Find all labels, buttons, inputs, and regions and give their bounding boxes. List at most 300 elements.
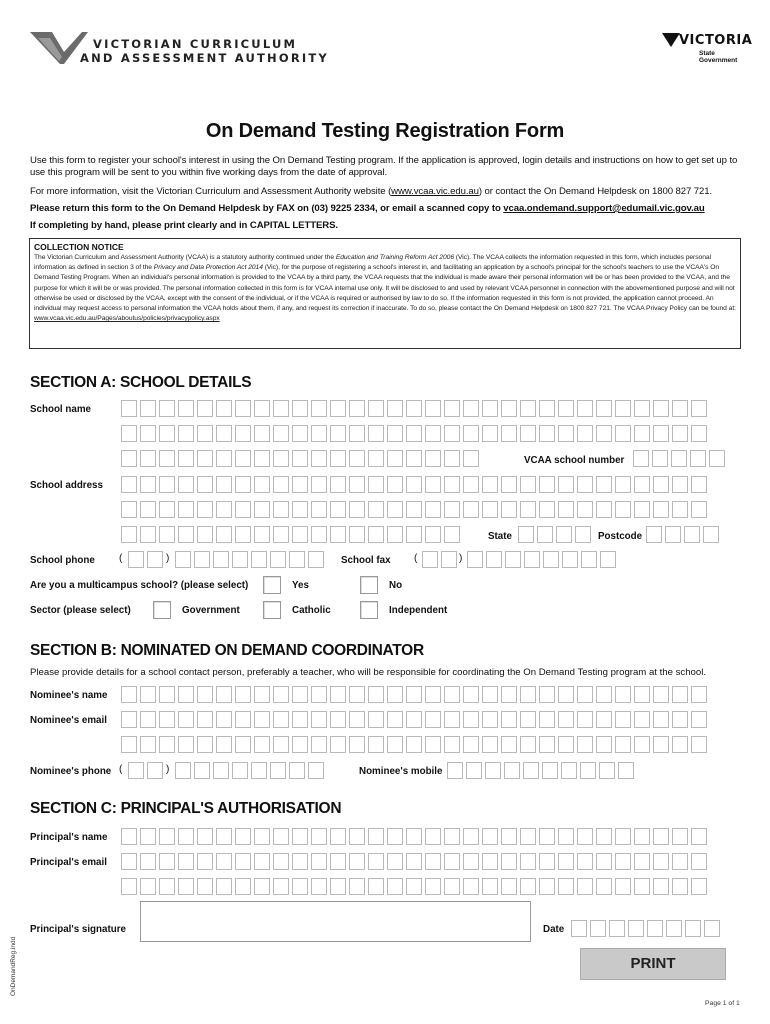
char-box[interactable] [349, 450, 365, 467]
char-box[interactable] [539, 400, 555, 417]
char-box[interactable] [463, 736, 479, 753]
char-box[interactable] [235, 711, 251, 728]
char-box[interactable] [634, 853, 650, 870]
char-box[interactable] [368, 736, 384, 753]
char-box[interactable] [444, 425, 460, 442]
char-box[interactable] [482, 878, 498, 895]
char-box[interactable] [558, 736, 574, 753]
char-box[interactable] [235, 736, 251, 753]
char-box[interactable] [485, 762, 501, 779]
char-box[interactable] [482, 425, 498, 442]
char-box[interactable] [577, 501, 593, 518]
char-box[interactable] [577, 853, 593, 870]
char-box[interactable] [444, 400, 460, 417]
char-box[interactable] [147, 551, 163, 568]
char-box[interactable] [273, 878, 289, 895]
char-box[interactable] [422, 551, 438, 568]
char-box[interactable] [159, 828, 175, 845]
char-box[interactable] [672, 400, 688, 417]
char-box[interactable] [368, 853, 384, 870]
char-box[interactable] [524, 551, 540, 568]
char-box[interactable] [596, 686, 612, 703]
char-box[interactable] [178, 450, 194, 467]
char-box[interactable] [197, 450, 213, 467]
char-box[interactable] [539, 686, 555, 703]
char-box[interactable] [140, 425, 156, 442]
char-box[interactable] [615, 736, 631, 753]
char-box[interactable] [197, 476, 213, 493]
char-box[interactable] [590, 920, 606, 937]
char-box[interactable] [466, 762, 482, 779]
char-box[interactable] [463, 450, 479, 467]
char-box[interactable] [387, 501, 403, 518]
char-box[interactable] [178, 476, 194, 493]
char-box[interactable] [653, 686, 669, 703]
char-box[interactable] [463, 853, 479, 870]
char-box[interactable] [577, 686, 593, 703]
char-box[interactable] [368, 828, 384, 845]
char-box[interactable] [539, 425, 555, 442]
char-box[interactable] [505, 551, 521, 568]
char-box[interactable] [273, 450, 289, 467]
char-box[interactable] [254, 526, 270, 543]
char-box[interactable] [653, 736, 669, 753]
char-box[interactable] [289, 762, 305, 779]
char-box[interactable] [273, 736, 289, 753]
char-box[interactable] [543, 551, 559, 568]
char-box[interactable] [311, 878, 327, 895]
char-box[interactable] [425, 501, 441, 518]
char-box[interactable] [235, 425, 251, 442]
char-box[interactable] [482, 501, 498, 518]
char-box[interactable] [672, 686, 688, 703]
char-box[interactable] [520, 400, 536, 417]
char-box[interactable] [368, 450, 384, 467]
char-box[interactable] [387, 476, 403, 493]
char-box[interactable] [349, 476, 365, 493]
char-box[interactable] [140, 878, 156, 895]
char-box[interactable] [425, 476, 441, 493]
char-box[interactable] [703, 526, 719, 543]
char-box[interactable] [232, 551, 248, 568]
char-box[interactable] [444, 736, 460, 753]
school-fax-number-row[interactable] [467, 551, 616, 568]
char-box[interactable] [425, 526, 441, 543]
char-box[interactable] [577, 425, 593, 442]
char-box[interactable] [634, 476, 650, 493]
char-box[interactable] [501, 853, 517, 870]
char-box[interactable] [504, 762, 520, 779]
char-box[interactable] [254, 400, 270, 417]
char-box[interactable] [140, 686, 156, 703]
char-box[interactable] [444, 711, 460, 728]
char-box[interactable] [140, 828, 156, 845]
char-box[interactable] [634, 686, 650, 703]
char-box[interactable] [273, 686, 289, 703]
char-box[interactable] [254, 476, 270, 493]
char-box[interactable] [523, 762, 539, 779]
char-box[interactable] [308, 762, 324, 779]
char-box[interactable] [444, 476, 460, 493]
char-box[interactable] [128, 551, 144, 568]
char-box[interactable] [577, 711, 593, 728]
char-box[interactable] [558, 878, 574, 895]
char-box[interactable] [558, 828, 574, 845]
char-box[interactable] [178, 853, 194, 870]
char-box[interactable] [194, 762, 210, 779]
char-box[interactable] [542, 762, 558, 779]
char-box[interactable] [159, 450, 175, 467]
char-box[interactable] [425, 878, 441, 895]
char-box[interactable] [368, 476, 384, 493]
nominee-phone-number-row[interactable] [175, 762, 324, 779]
char-box[interactable] [425, 853, 441, 870]
char-box[interactable] [577, 878, 593, 895]
char-box[interactable] [501, 425, 517, 442]
char-box[interactable] [292, 476, 308, 493]
char-box[interactable] [330, 476, 346, 493]
char-box[interactable] [140, 400, 156, 417]
char-box[interactable] [175, 551, 191, 568]
char-box[interactable] [197, 686, 213, 703]
char-box[interactable] [330, 501, 346, 518]
char-box[interactable] [520, 736, 536, 753]
char-box[interactable] [311, 526, 327, 543]
char-box[interactable] [406, 736, 422, 753]
char-box[interactable] [235, 828, 251, 845]
char-box[interactable] [121, 736, 137, 753]
char-box[interactable] [235, 501, 251, 518]
char-box[interactable] [292, 878, 308, 895]
char-box[interactable] [539, 853, 555, 870]
char-box[interactable] [121, 526, 137, 543]
char-box[interactable] [387, 878, 403, 895]
char-box[interactable] [178, 501, 194, 518]
char-box[interactable] [197, 878, 213, 895]
char-box[interactable] [520, 711, 536, 728]
char-box[interactable] [690, 450, 706, 467]
char-box[interactable] [270, 762, 286, 779]
char-box[interactable] [311, 711, 327, 728]
char-box[interactable] [444, 686, 460, 703]
char-box[interactable] [216, 711, 232, 728]
char-box[interactable] [691, 476, 707, 493]
char-box[interactable] [665, 526, 681, 543]
char-box[interactable] [387, 450, 403, 467]
char-box[interactable] [704, 920, 720, 937]
char-box[interactable] [520, 853, 536, 870]
char-box[interactable] [501, 476, 517, 493]
school-name-row-3[interactable] [121, 450, 479, 467]
char-box[interactable] [615, 878, 631, 895]
char-box[interactable] [140, 476, 156, 493]
char-box[interactable] [558, 853, 574, 870]
char-box[interactable] [349, 425, 365, 442]
char-box[interactable] [159, 476, 175, 493]
char-box[interactable] [447, 762, 463, 779]
char-box[interactable] [140, 526, 156, 543]
char-box[interactable] [672, 853, 688, 870]
char-box[interactable] [273, 476, 289, 493]
char-box[interactable] [501, 878, 517, 895]
char-box[interactable] [387, 425, 403, 442]
char-box[interactable] [254, 711, 270, 728]
char-box[interactable] [311, 501, 327, 518]
char-box[interactable] [482, 400, 498, 417]
char-box[interactable] [539, 711, 555, 728]
char-box[interactable] [501, 736, 517, 753]
char-box[interactable] [463, 425, 479, 442]
char-box[interactable] [311, 400, 327, 417]
char-box[interactable] [520, 878, 536, 895]
char-box[interactable] [501, 711, 517, 728]
char-box[interactable] [425, 400, 441, 417]
print-button[interactable]: PRINT [580, 948, 726, 980]
char-box[interactable] [406, 526, 422, 543]
char-box[interactable] [128, 762, 144, 779]
char-box[interactable] [254, 686, 270, 703]
nominee-email-row-2[interactable] [121, 736, 707, 753]
char-box[interactable] [596, 878, 612, 895]
char-box[interactable] [121, 400, 137, 417]
char-box[interactable] [292, 828, 308, 845]
char-box[interactable] [406, 476, 422, 493]
support-email-link[interactable]: vcaa.ondemand.support@edumail.vic.gov.au [503, 203, 705, 214]
char-box[interactable] [539, 828, 555, 845]
char-box[interactable] [235, 686, 251, 703]
char-box[interactable] [482, 736, 498, 753]
char-box[interactable] [520, 476, 536, 493]
char-box[interactable] [425, 450, 441, 467]
char-box[interactable] [330, 711, 346, 728]
char-box[interactable] [387, 828, 403, 845]
char-box[interactable] [178, 686, 194, 703]
char-box[interactable] [634, 736, 650, 753]
char-box[interactable] [596, 828, 612, 845]
char-box[interactable] [349, 526, 365, 543]
char-box[interactable] [561, 762, 577, 779]
char-box[interactable] [463, 400, 479, 417]
char-box[interactable] [425, 828, 441, 845]
char-box[interactable] [685, 920, 701, 937]
postcode-row[interactable] [646, 526, 719, 543]
char-box[interactable] [691, 711, 707, 728]
char-box[interactable] [634, 425, 650, 442]
char-box[interactable] [691, 425, 707, 442]
char-box[interactable] [482, 853, 498, 870]
principal-name-row[interactable] [121, 828, 707, 845]
char-box[interactable] [463, 828, 479, 845]
char-box[interactable] [159, 878, 175, 895]
vcaa-website-link[interactable]: www.vcaa.vic.edu.au [391, 186, 479, 197]
char-box[interactable] [213, 551, 229, 568]
char-box[interactable] [254, 425, 270, 442]
char-box[interactable] [292, 711, 308, 728]
char-box[interactable] [387, 526, 403, 543]
char-box[interactable] [121, 476, 137, 493]
char-box[interactable] [330, 686, 346, 703]
char-box[interactable] [653, 501, 669, 518]
char-box[interactable] [501, 828, 517, 845]
char-box[interactable] [159, 853, 175, 870]
char-box[interactable] [235, 400, 251, 417]
char-box[interactable] [615, 400, 631, 417]
char-box[interactable] [709, 450, 725, 467]
char-box[interactable] [178, 736, 194, 753]
char-box[interactable] [216, 686, 232, 703]
char-box[interactable] [368, 400, 384, 417]
char-box[interactable] [441, 551, 457, 568]
char-box[interactable] [368, 501, 384, 518]
char-box[interactable] [518, 526, 534, 543]
char-box[interactable] [672, 878, 688, 895]
char-box[interactable] [147, 762, 163, 779]
char-box[interactable] [596, 476, 612, 493]
char-box[interactable] [178, 400, 194, 417]
char-box[interactable] [520, 425, 536, 442]
char-box[interactable] [140, 853, 156, 870]
char-box[interactable] [330, 425, 346, 442]
char-box[interactable] [349, 736, 365, 753]
char-box[interactable] [197, 828, 213, 845]
char-box[interactable] [311, 853, 327, 870]
char-box[interactable] [273, 501, 289, 518]
char-box[interactable] [330, 450, 346, 467]
char-box[interactable] [292, 400, 308, 417]
char-box[interactable] [691, 878, 707, 895]
char-box[interactable] [425, 736, 441, 753]
char-box[interactable] [330, 828, 346, 845]
char-box[interactable] [653, 878, 669, 895]
char-box[interactable] [216, 853, 232, 870]
char-box[interactable] [121, 711, 137, 728]
char-box[interactable] [349, 878, 365, 895]
char-box[interactable] [609, 920, 625, 937]
char-box[interactable] [577, 736, 593, 753]
char-box[interactable] [235, 878, 251, 895]
char-box[interactable] [216, 501, 232, 518]
char-box[interactable] [691, 400, 707, 417]
char-box[interactable] [197, 501, 213, 518]
char-box[interactable] [653, 476, 669, 493]
char-box[interactable] [646, 526, 662, 543]
char-box[interactable] [121, 450, 137, 467]
char-box[interactable] [292, 853, 308, 870]
char-box[interactable] [672, 501, 688, 518]
char-box[interactable] [368, 526, 384, 543]
char-box[interactable] [273, 425, 289, 442]
char-box[interactable] [235, 526, 251, 543]
char-box[interactable] [580, 762, 596, 779]
char-box[interactable] [691, 501, 707, 518]
char-box[interactable] [571, 920, 587, 937]
char-box[interactable] [254, 828, 270, 845]
char-box[interactable] [216, 450, 232, 467]
principal-signature-box[interactable] [140, 901, 531, 942]
char-box[interactable] [330, 878, 346, 895]
char-box[interactable] [463, 878, 479, 895]
sector-independent-checkbox[interactable] [360, 601, 378, 619]
school-name-row-1[interactable] [121, 400, 707, 417]
char-box[interactable] [349, 853, 365, 870]
char-box[interactable] [691, 828, 707, 845]
char-box[interactable] [406, 400, 422, 417]
char-box[interactable] [652, 450, 668, 467]
vcaa-school-number-row[interactable] [633, 450, 725, 467]
char-box[interactable] [197, 400, 213, 417]
char-box[interactable] [387, 853, 403, 870]
char-box[interactable] [618, 762, 634, 779]
char-box[interactable] [672, 828, 688, 845]
char-box[interactable] [444, 501, 460, 518]
char-box[interactable] [653, 828, 669, 845]
char-box[interactable] [558, 476, 574, 493]
char-box[interactable] [292, 425, 308, 442]
char-box[interactable] [672, 476, 688, 493]
char-box[interactable] [556, 526, 572, 543]
char-box[interactable] [292, 501, 308, 518]
char-box[interactable] [216, 476, 232, 493]
char-box[interactable] [425, 686, 441, 703]
char-box[interactable] [289, 551, 305, 568]
school-name-row-2[interactable] [121, 425, 707, 442]
school-address-row-3[interactable] [121, 526, 460, 543]
char-box[interactable] [633, 450, 649, 467]
char-box[interactable] [254, 878, 270, 895]
char-box[interactable] [634, 501, 650, 518]
char-box[interactable] [482, 828, 498, 845]
char-box[interactable] [349, 686, 365, 703]
char-box[interactable] [349, 711, 365, 728]
char-box[interactable] [520, 686, 536, 703]
char-box[interactable] [235, 450, 251, 467]
char-box[interactable] [615, 425, 631, 442]
char-box[interactable] [501, 501, 517, 518]
char-box[interactable] [600, 551, 616, 568]
char-box[interactable] [159, 736, 175, 753]
char-box[interactable] [653, 711, 669, 728]
char-box[interactable] [292, 736, 308, 753]
char-box[interactable] [596, 736, 612, 753]
char-box[interactable] [121, 878, 137, 895]
char-box[interactable] [254, 450, 270, 467]
nominee-phone-area-row[interactable] [128, 762, 163, 779]
char-box[interactable] [558, 501, 574, 518]
char-box[interactable] [216, 828, 232, 845]
char-box[interactable] [684, 526, 700, 543]
char-box[interactable] [537, 526, 553, 543]
char-box[interactable] [558, 711, 574, 728]
char-box[interactable] [387, 686, 403, 703]
char-box[interactable] [273, 526, 289, 543]
char-box[interactable] [216, 736, 232, 753]
char-box[interactable] [482, 711, 498, 728]
char-box[interactable] [178, 828, 194, 845]
char-box[interactable] [653, 853, 669, 870]
nominee-email-row-1[interactable] [121, 711, 707, 728]
char-box[interactable] [175, 762, 191, 779]
char-box[interactable] [463, 711, 479, 728]
char-box[interactable] [539, 736, 555, 753]
char-box[interactable] [197, 736, 213, 753]
char-box[interactable] [634, 828, 650, 845]
char-box[interactable] [615, 686, 631, 703]
char-box[interactable] [615, 853, 631, 870]
char-box[interactable] [140, 736, 156, 753]
char-box[interactable] [311, 686, 327, 703]
char-box[interactable] [520, 828, 536, 845]
char-box[interactable] [308, 551, 324, 568]
